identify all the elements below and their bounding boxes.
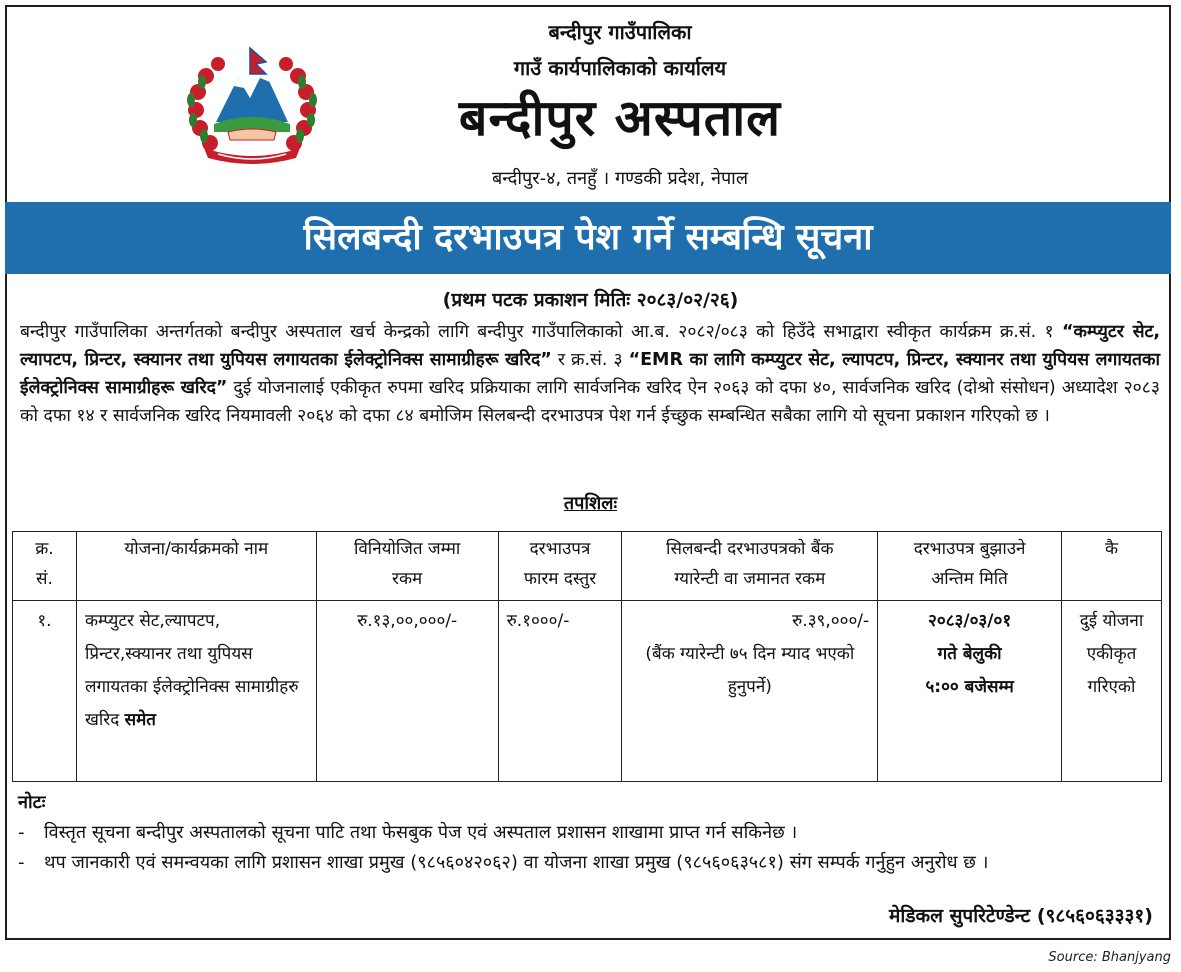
municipality-name: बन्दीपुर गाउँपालिका (548, 20, 692, 44)
cell-program-name: कम्प्युटर सेट,ल्यापटप, प्रिन्टर,स्क्यानर तथा युपियस लगायतका ईलेक्ट्रोनिक्स सामाग्रीहरु खरिद समेत (76, 601, 316, 782)
cell-form-fee: रु.१०००/- (498, 601, 622, 782)
intro-text: दुई योजनालाई एकीकृत रुपमा खरिद प्रक्रियाका लागि सार्वजनिक खरिद ऐन २०६३ को दफा ४०, सार्वजनिक खरिद (दोश्रो संसोधन) अध्यादेश २०८३ को दफा १४ र सार्वजनिक खरिद नियमावली २०६४ को दफा ८४ बमोजिम सिलबन्दी दरभाउपत्र पेश गर्न ईच्छुक सम्बन्धित सबैका लागि यो सूचना प्रकाशन गरिएको छ । (20, 378, 1160, 426)
intro-text: बन्दीपुर गाउँपालिका अन्तर्गतको बन्दीपुर अस्पताल खर्च केन्द्रको लागि बन्दीपुर गाउँपालिकाको आ.ब. २०८२/०८३ को हिउँदे सभाद्वारा स्वीकृत कार्यक्रम क्र.सं. १ (20, 322, 1062, 342)
notice-title-banner: सिलबन्दी दरभाउपत्र पेश गर्ने सम्बन्धि सूचना (5, 202, 1171, 274)
header-serial-number: क्र. सं. (13, 532, 77, 601)
hospital-name: बन्दीपुर अस्पताल (458, 89, 782, 147)
header-allocated-amount: विनियोजित जम्मा रकम (316, 532, 498, 601)
intro-bold-program-1: “कम्प्युटर सेट, ल्यापटप, प्रिन्टर, स्क्यानर तथा युपियस लगायतका ईलेक्ट्रोनिक्स सामाग्रीहरू खरिद” (20, 322, 1160, 370)
header-program-name: योजना/कार्यक्रमको नाम (76, 532, 316, 601)
cell-deadline: २०८३/०३/०१ गते बेलुकी ५:०० बजेसम्म (878, 601, 1062, 782)
note-item: - थप जानकारी एवं समन्वयका लागि प्रशासन शाखा प्रमुख (९८५६०४२०६२) वा योजना शाखा प्रमुख (९८५६०६३५८१) संग सम्पर्क गर्नुहुन अनुरोध छ । (18, 852, 989, 873)
header-deadline: दरभाउपत्र बुझाउने अन्तिम मिति (878, 532, 1062, 601)
table-header-row (13, 532, 1162, 601)
address: बन्दीपुर-४, तनहुँ । गण्डकी प्रदेश, नेपाल (491, 168, 749, 189)
schedule-table (12, 531, 1162, 782)
table-row (13, 601, 1162, 782)
notes-title: नोटः (18, 792, 46, 813)
schedule-title: तपशिलः (563, 493, 618, 514)
note-item: - विस्तृत सूचना बन्दीपुर अस्पतालको सूचना पाटि तथा फेसबुक पेज एवं अस्पताल प्रशासन शाखामा प्राप्त गर्न सकिनेछ । (18, 822, 798, 843)
cell-bank-guarantee: रु.३९,०००/- (बैंक ग्यारेन्टी ७५ दिन म्याद भएको हुनुपर्ने) (622, 601, 878, 782)
office-name: गाउँ कार्यपालिकाको कार्यालय (513, 56, 727, 80)
intro-text: र क्र.सं. ३ (551, 350, 629, 370)
cell-remarks: दुई योजना एकीकृत गरिएको (1062, 601, 1162, 782)
signature: मेडिकल सुपरिटेण्डेन्ट (९८५६०६३३३१) (889, 905, 1153, 927)
intro-paragraph (20, 318, 1160, 430)
header-form-fee: दरभाउपत्र फारम दस्तुर (498, 532, 622, 601)
cell-allocated-amount: रु.१३,००,०००/- (316, 601, 498, 782)
cell-serial-number: १. (13, 601, 77, 782)
intro-bold-program-3: “EMR का लागि कम्प्युटर सेट, ल्यापटप, प्रिन्टर, स्क्यानर तथा युपियस लगायतका ईलेक्ट्रोनिक्स सामाग्रीहरू खरिद” (20, 350, 1160, 398)
header-remarks: कै (1062, 532, 1162, 601)
publication-date: (प्रथम पटक प्रकाशन मितिः २०८३/०२/२६) (442, 289, 739, 311)
source-credit: Source: Bhanjyang (1048, 950, 1171, 965)
header-bank-guarantee: सिलबन्दी दरभाउपत्रको बैंक ग्यारेन्टी वा जमानत रकम (622, 532, 878, 601)
